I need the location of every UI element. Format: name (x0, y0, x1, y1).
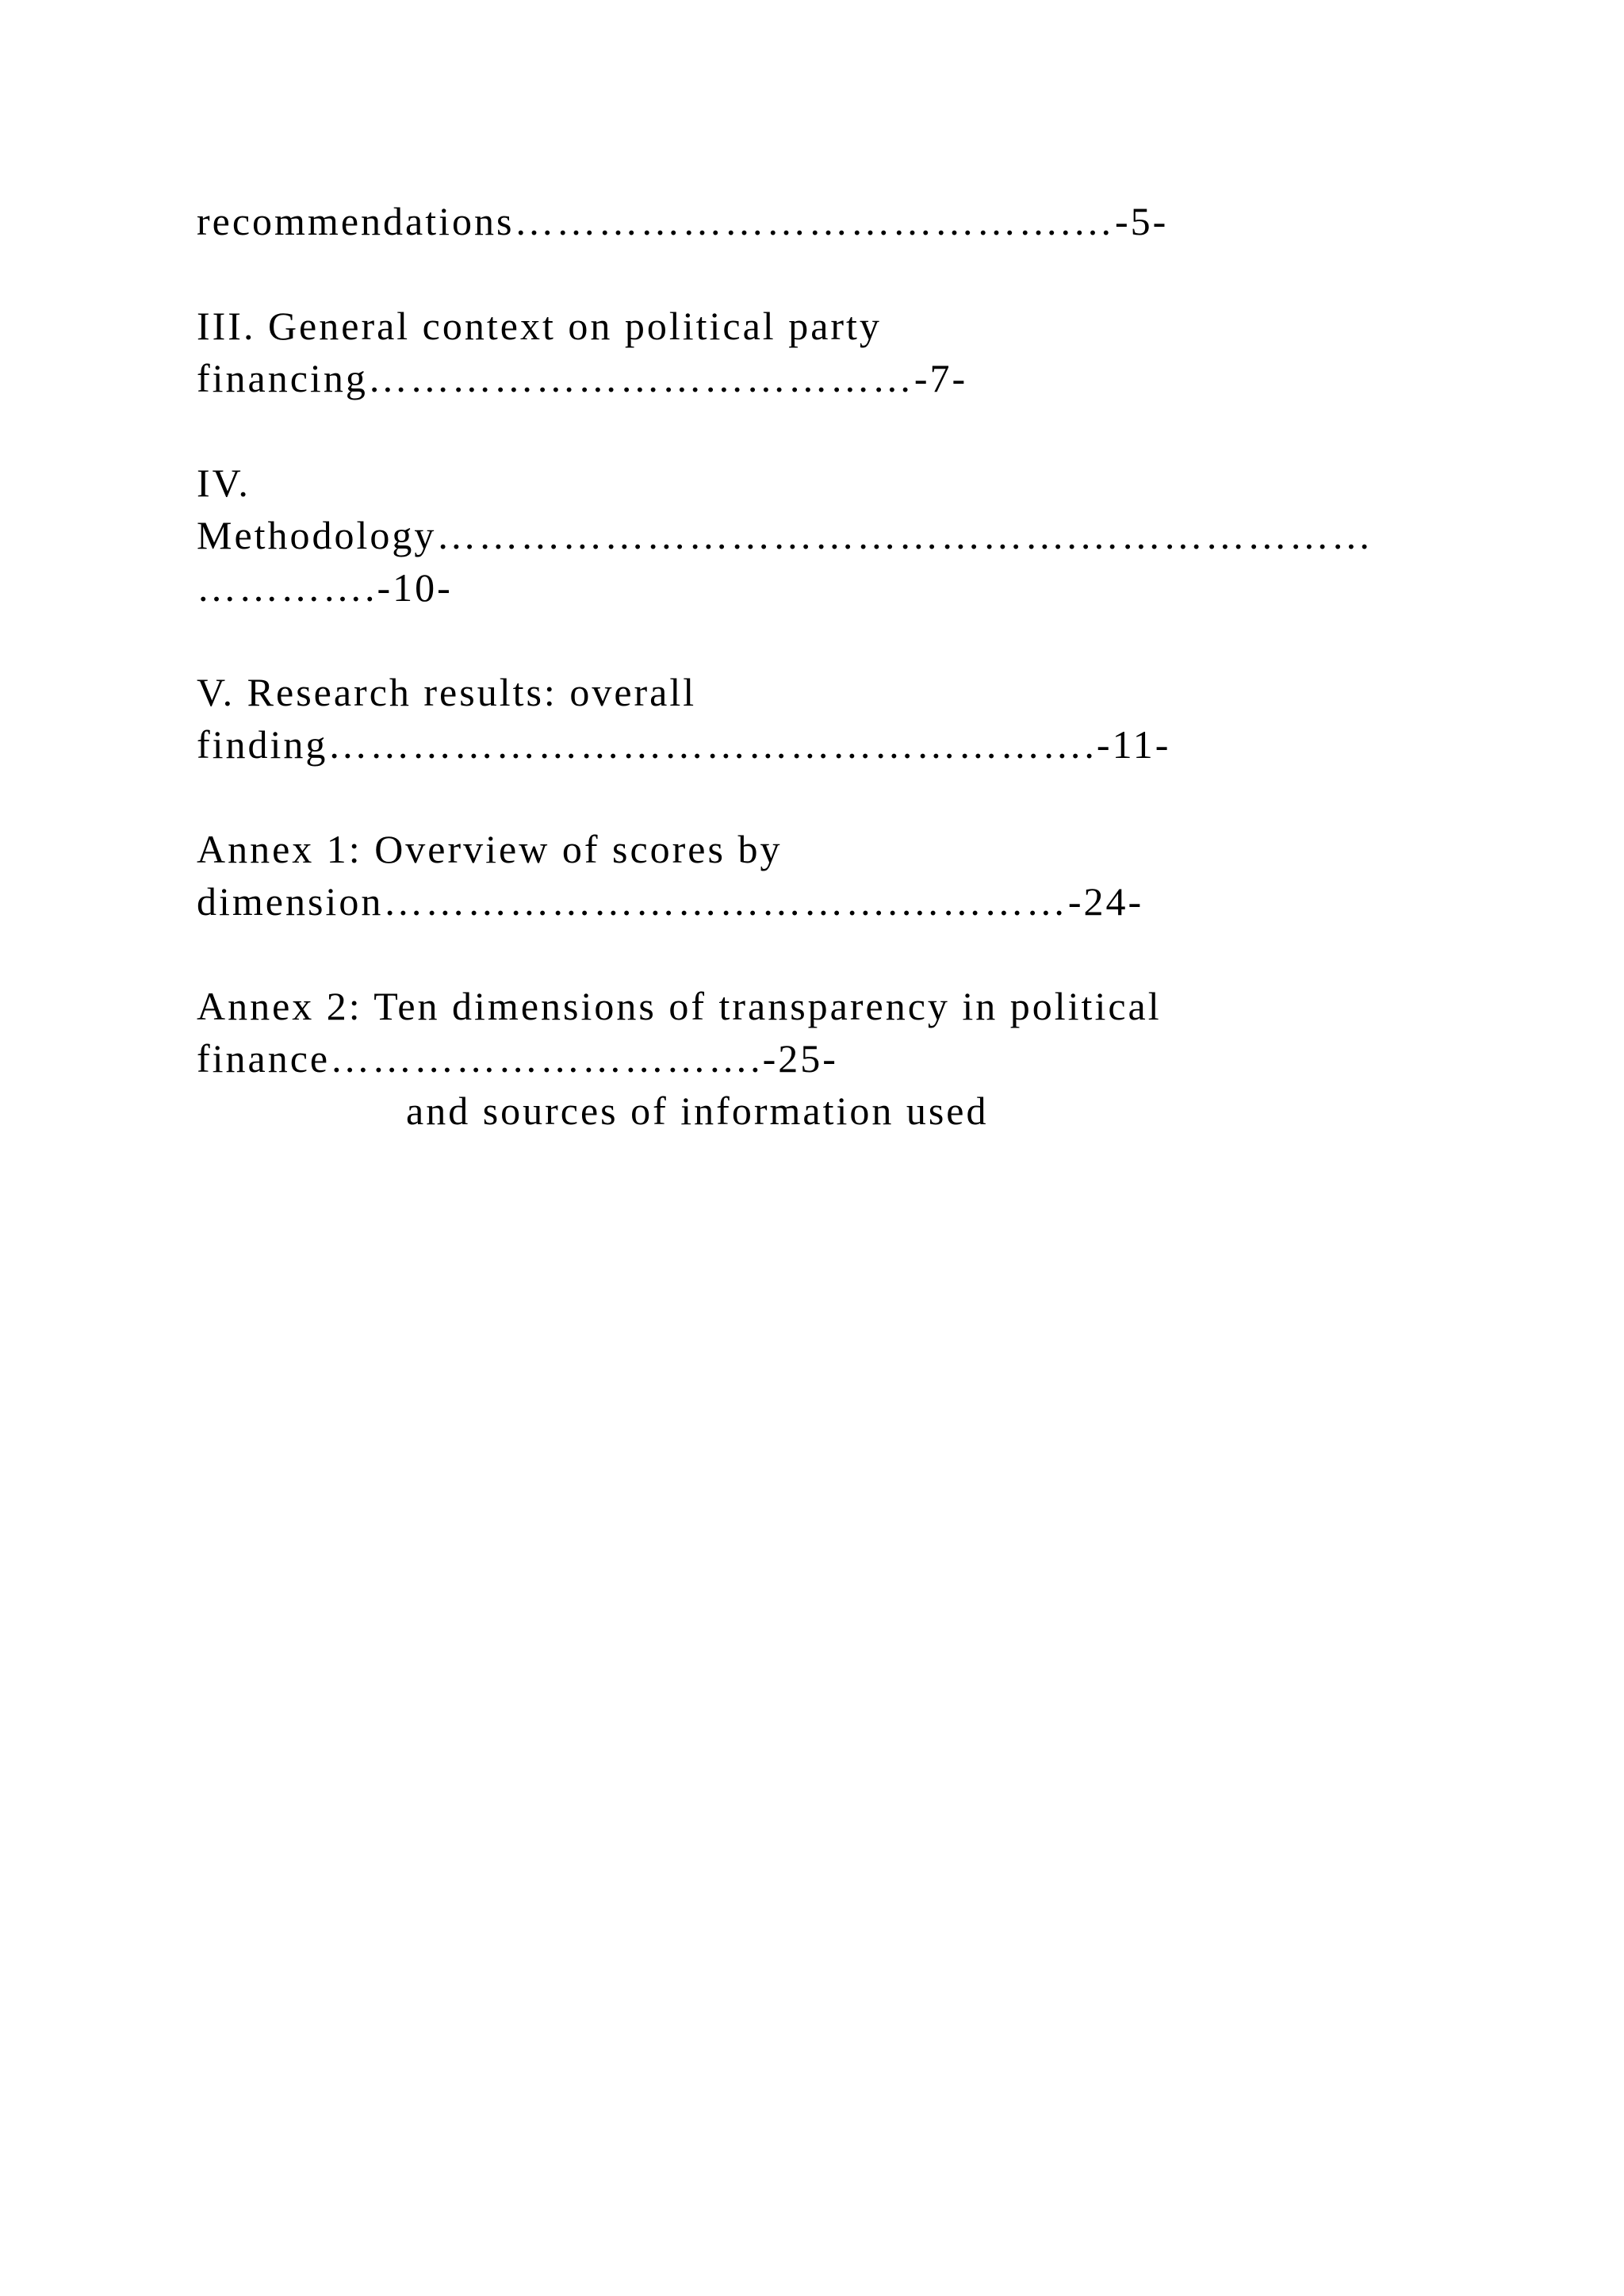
toc-entry-annex-2-title: Annex 2: Ten dimensions of transparency in political (197, 984, 1162, 1028)
toc-entry-section-3-page: financing…………………………………-7- (197, 356, 968, 400)
toc-entry-annex-2-continuation: and sources of information used (406, 1089, 989, 1133)
toc-entry-section-4-title: Methodology……………………………………….………………… (197, 513, 1373, 557)
toc-entry-annex-1-title: Annex 1: Overview of scores by (197, 827, 783, 871)
toc-entry-annex-2-page: finance………………………….-25- (197, 1036, 838, 1081)
toc-entry-section-5-title: V. Research results: overall (197, 670, 697, 714)
toc-entry-section-4-page: ………….-10- (197, 565, 453, 610)
toc-entry-recommendations: recommendations………………………………….…-5- (197, 199, 1169, 243)
toc-entry-annex-1-page: dimension……………………………….…………-24- (197, 879, 1144, 924)
toc-entry-section-3-title: III. General context on political party (197, 304, 882, 348)
toc-entry-section-4-number: IV. (197, 461, 251, 505)
toc-entry-section-5-page: finding……………………………………………….-11- (197, 722, 1171, 767)
